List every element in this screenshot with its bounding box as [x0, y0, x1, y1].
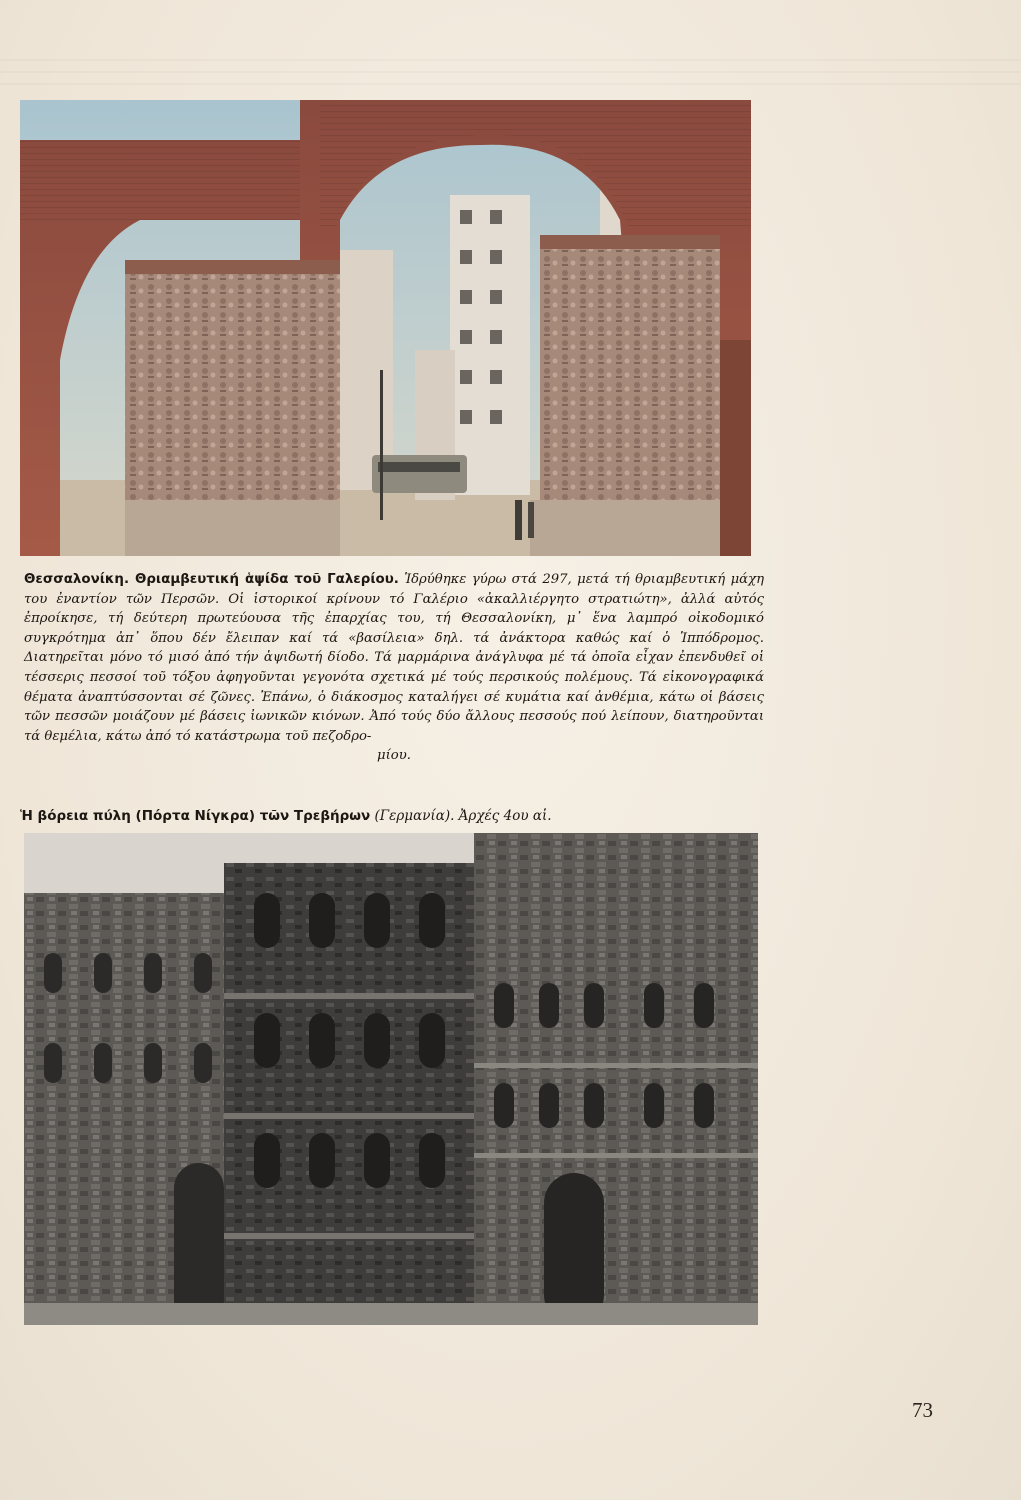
gate-caption — [20, 806, 760, 826]
arch-of-galerius-photo — [20, 100, 751, 556]
arch-caption-title: Θεσσαλονίκη. Θριαμβευτική ἁψίδα τοῦ Γαλερίου. — [24, 572, 399, 587]
show-through-text — [0, 55, 1021, 95]
gate-caption-rest: (Γερμανία). Ἀρχές 4ου αἱ. — [370, 808, 552, 824]
arch-caption-body: Ἱδρύθηκε γύρω στά 297, μετά τή θριαμβευτική μάχη του ἐναντίον τῶν Περσῶν. Οἱ ἱστορικοί κρίνουν τό Γαλέριο «ἀκαλλιέργητο στρατιώτη», ἀλλά αὐτός ἐπροίκησε, τή δεύτερη πρωτεύουσα τῆς ἐπαρχίας του, τή Θεσσαλονίκη, μ᾽ ἕνα λαμπρό οἰκοδομικό συγκρότημα ἀπ᾽ ὅπου δέν ἔλειπαν καί τά «βασίλεια» δηλ. τά ἀνάκτορα καθώς καί ὁ Ἱππόδρομος. Διατηρεῖται μόνο τό μισό ἀπό τήν ἁψιδωτή δίοδο. Τά μαρμάρινα ἀνάγλυφα μέ τά ὁποῖα εἶχαν ἐπενδυθεῖ οἱ τέσσερις πεσσοί τοῦ τόξου ἀφηγοῦνται γεγονότα σχετικά μέ τούς περσικούς πολέμους. Τά εἰκονογραφικά θέματα ἀναπτύσσονται σέ ζῶνες. Ἐπάνω, ὁ διάκοσμος καταλήγει σέ κυμάτια καί ἀνθέμια, κάτω οἱ βάσεις τῶν πεσσῶν μοιάζουν μέ βάσεις ἰωνικῶν κιόνων. Ἀπό τούς δύο ἄλλους πεσσούς πού λείπουν, διατηροῦνται τά θεμέλια, κάτω ἀπό τό κατάστρωμα τοῦ πεζοδρο- — [24, 572, 764, 744]
gate-photo-drawing — [24, 833, 758, 1325]
arch-caption — [24, 570, 764, 766]
porta-nigra-photo — [24, 833, 758, 1325]
page-number: 73 — [912, 1398, 933, 1422]
gate-caption-title: Ἡ βόρεια πύλη (Πόρτα Νίγκρα) τῶν Τρεβήρων — [20, 808, 371, 824]
arch-caption-last-line: μίου. — [377, 748, 411, 764]
arch-photo-drawing — [20, 100, 751, 556]
